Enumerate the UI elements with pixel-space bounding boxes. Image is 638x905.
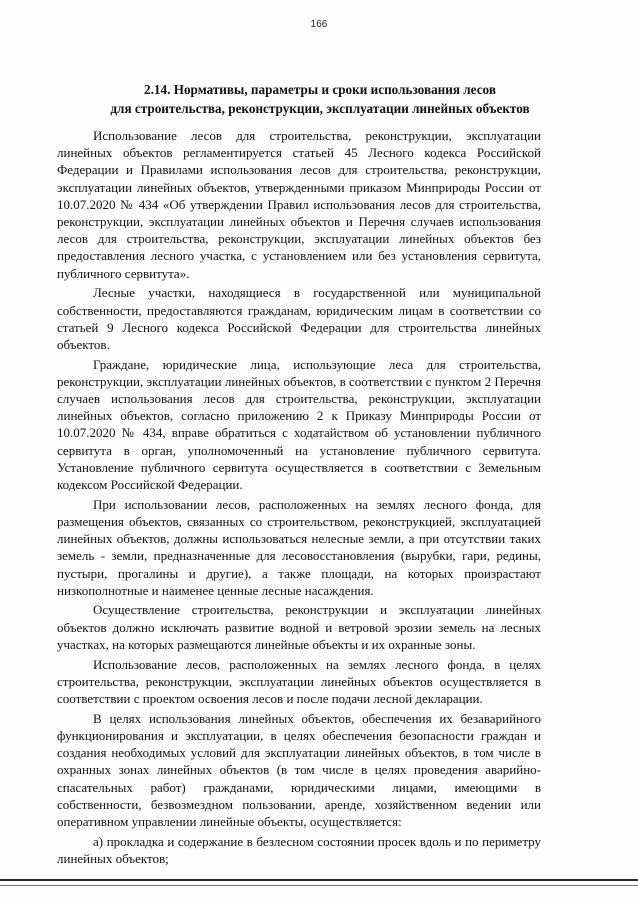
- paragraph: Граждане, юридические лица, использующие леса для строительства, реконструкции, эксплуатации линейных объектов, в соответствии с пунктом 2 Перечня случаев использования лесов для строительства, реконструкции, эксплуатации линейных объектов, согласно приложению 2 к Приказу Минприроды России от 10.07.2020 № 434, вправе обратиться с ходатайством об установлении публичного сервитута в орган, уполномоченный на установление публичного сервитута. Установление публичного сервитута осуществляется в соответствии с Земельным кодексом Российской Федерации.: [57, 356, 541, 493]
- paragraph: а) прокладка и содержание в безлесном состоянии просек вдоль и по периметру линейных объектов;: [57, 833, 541, 866]
- paragraph: В целях использования линейных объектов, обеспечения их безаварийного функционирования и эксплуатации, в целях обеспечения безопасности граждан и создания необходимых условий для эксплуатации линейных объектов, в том числе в охранных зонах линейных объектов (в том числе в целях проведения аварийно-спасательных работ) гражданами, юридическими лицами, имеющими в собственности, безвозмездном пользовании, аренде, хозяйственном ведении или оперативном управлении линейные объекты, осуществляется:: [57, 710, 541, 829]
- section-heading: [40, 80, 600, 118]
- paragraph: Осуществление строительства, реконструкции и эксплуатации линейных объектов должно исключать развитие водной и ветровой эрозии земель на лесных участках, на которых размещаются линейные объекты и их охранные зоны.: [57, 602, 541, 652]
- section-heading-line-1: 2.14. Нормативы, параметры и сроки использования лесов: [144, 82, 496, 97]
- page-bottom-edge: [0, 879, 638, 881]
- section-heading-line-2: для строительства, реконструкции, эксплуатации линейных объектов: [110, 101, 530, 116]
- paragraph: Лесные участки, находящиеся в государственной или муниципальной собственности, предоставляются гражданам, юридическим лицам в соответствии со статьей 9 Лесного кодекса Российской Федерации для строительства линейных объектов.: [57, 285, 541, 352]
- paragraph: Использование лесов, расположенных на землях лесного фонда, в целях строительства, реконструкции, эксплуатации линейных объектов осуществляется в соответствии с проектом освоения лесов и после подачи лесной декларации.: [57, 656, 541, 706]
- paragraph: Использование лесов для строительства, реконструкции, эксплуатации линейных объектов регламентируется статьей 45 Лесного кодекса Российской Федерации и Правилами использования лесов для строительства, реконструкции, эксплуатации линейных объектов, утвержденными приказом Минприроды России от 10.07.2020 № 434 «Об утверждении Правил использования лесов для строительства, реконструкции, эксплуатации линейных объектов и Перечня случаев использования лесов для строительства, реконструкции, эксплуатации линейных объектов без предоставления лесного участка, с установлением или без установления сервитута, публичного сервитута».: [57, 128, 541, 281]
- body-text: [57, 127, 541, 870]
- page-bottom-edge-shadow: [0, 885, 638, 886]
- paragraph: При использовании лесов, расположенных на землях лесного фонда, для размещения объектов, связанных со строительством, реконструкцией, эксплуатацией линейных объектов, должны использоваться нелесные земли, а при отсутствии таких земель - земли, предназначенные для лесовосстановления (вырубки, гари, редины, пустыри, прогалины и другие), а также площади, на которых произрастают низкополнотные и наименее ценные лесные насаждения.: [57, 496, 541, 598]
- page-number: 166: [310, 19, 328, 30]
